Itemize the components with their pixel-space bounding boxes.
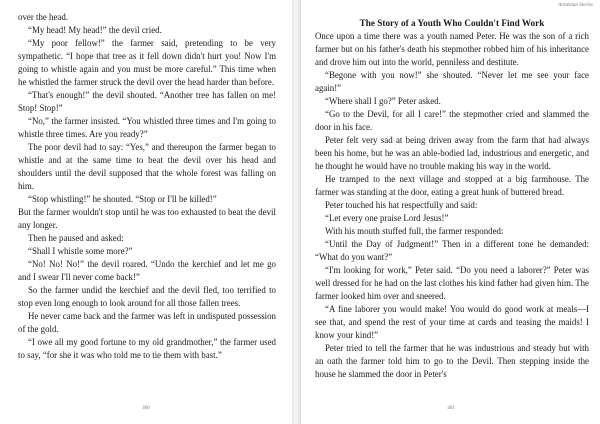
paragraph: With his mouth stuffed full, the farmer responded: — [325, 226, 504, 236]
paragraph: So the farmer undid the kerchief and the devil fled, too terrified to stop even long enough to look around for all those fallen trees. — [18, 285, 276, 308]
paragraph: “Let every one praise Lord Jesus!” — [325, 213, 449, 223]
paragraph: “A fine laborer you would make! You would do good work at meals—I see that, and spend the rest of your time at cards and teasing the maids! I know your kind!” — [315, 304, 589, 340]
paragraph: Peter touched his hat respectfully and said: — [325, 200, 478, 210]
paragraph: He never came back and the farmer was left in undisputed possession of the gold. — [18, 311, 276, 334]
paragraph: over the head. — [18, 12, 69, 22]
paragraph: “I owe all my good fortune to my old grandmother,” the farmer used to say, “for she it was who told me to tie them with bast.” — [18, 337, 276, 360]
paragraph: But the farmer wouldn't stop until he was too exhausted to beat the devil any longer. — [18, 207, 276, 230]
paragraph: “Go to the Devil, for all I care!” the stepmother cried and slammed the door in his face. — [315, 109, 589, 132]
story-title: The Story of a Youth Who Couldn't Find Work — [359, 18, 545, 28]
paragraph: “Until the Day of Judgment!” Then in a different tone he demanded: “What do you want?” — [315, 239, 589, 262]
page-number: 401 — [447, 406, 455, 411]
paragraph: “I'm looking for work,” Peter said. “Do you need a laborer?” Peter was well dressed for he had on the last clothes his kind father had given him. The farmer looked him over and sneered. — [315, 265, 589, 301]
book-gutter — [292, 0, 300, 424]
right-page-text — [315, 17, 589, 381]
paragraph: “No,” the farmer insisted. “You whistled three times and I'm going to whistle three times. Are you ready?” — [18, 116, 276, 139]
left-page-text — [18, 11, 276, 362]
paragraph: “Begone with you now!” she shouted. “Never let me see your face again!” — [315, 70, 589, 93]
left-page — [0, 0, 293, 424]
paragraph: The poor devil had to say: “Yes,” and thereupon the farmer began to whistle and at the same time to beat the devil over his head and shoulders until the devil supposed that the whole forest was falling on him. — [18, 142, 276, 191]
right-page — [300, 0, 600, 424]
paragraph: He tramped to the next village and stopped at a big farmhouse. The farmer was standing at the door, eating a great hunk of buttered bread. — [315, 174, 589, 197]
paragraph: “No! No! No!” the devil roared. “Undo the kerchief and let me go and I swear I'll never come back!” — [18, 259, 276, 282]
running-header: Armenian Stories — [558, 3, 593, 8]
page-number: 400 — [142, 406, 150, 411]
paragraph: Peter tried to tell the farmer that he was industrious and steady but with an oath the farmer told him to go to the Devil. Then stepping inside the house he slammed the door in Peter's — [315, 343, 589, 379]
paragraph: “Stop whistling!” he shouted. “Stop or I'll be killed!” — [28, 194, 217, 204]
paragraph: “My poor fellow!” the farmer said, pretending to be very sympathetic. “I hope that tree as it fell down didn't hurt you! Now I'm going to whistle again and you must be more careful.” This time when he whistled the farmer struck the devil over the head harder than before. — [18, 38, 276, 87]
paragraph: “Where shall I go?” Peter asked. — [325, 96, 441, 106]
paragraph: “That's enough!” the devil shouted. “Another tree has fallen on me! Stop! Stop!” — [18, 90, 276, 113]
paragraph: “My head! My head!” the devil cried. — [28, 25, 162, 35]
paragraph: Peter felt very sad at being driven away from the farm that had always been his home, but he was an able-bodied lad, industrious and energetic, and he thought he would have no trouble making his way in the world. — [315, 135, 589, 171]
paragraph: Then he paused and asked: — [28, 233, 124, 243]
paragraph: Once upon a time there was a youth named Peter. He was the son of a rich farmer but on his father's death his stepmother robbed him of his inheritance and drove him out into the world, penniless and destitute. — [315, 31, 589, 67]
paragraph: “Shall I whistle some more?” — [28, 246, 133, 256]
